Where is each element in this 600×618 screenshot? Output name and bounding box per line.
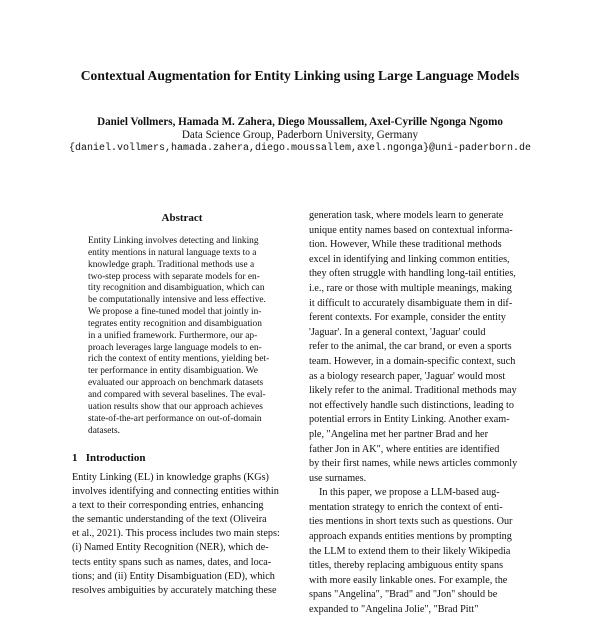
intro-line: (i) Named Entity Recognition (NER), which de- xyxy=(72,542,269,554)
abstract-line: knowledge graph. Traditional methods use a xyxy=(88,259,255,270)
abstract-line: entity mentions in natural language texts to a xyxy=(88,247,257,258)
abstract-line: tity recognition and disambiguation, which can xyxy=(88,283,265,294)
abstract-heading: Abstract xyxy=(161,212,203,224)
abstract-line: rich the context of entity mentions, yielding bet- xyxy=(88,354,270,365)
abstract-line: be computationally intensive and less effective. xyxy=(88,295,266,306)
body-line: approach expands entities mentions by prompting xyxy=(309,531,512,543)
body-line: spans "Angelina", "Brad" and "Jon" should be xyxy=(309,589,498,601)
paper-affiliation: Data Science Group, Paderborn University, Germany xyxy=(181,129,419,141)
section-title: Introduction xyxy=(85,452,146,464)
body-line: ple, "Angelina met her partner Brad and her xyxy=(309,428,488,440)
body-line: likely refer to the animal. Traditional methods may xyxy=(309,385,517,397)
section-number: 1 xyxy=(72,452,78,464)
body-line: not effectively handle such distinctions, leading to xyxy=(309,399,514,411)
abstract-line: Entity Linking involves detecting and linking xyxy=(88,236,259,246)
section-heading-introduction xyxy=(72,452,145,464)
body-line: mentation strategy to enrich the context of enti- xyxy=(309,501,503,513)
right-column-body xyxy=(309,209,531,618)
body-line: use surnames. xyxy=(309,472,367,484)
paper-title: Contextual Augmentation for Entity Linking using Large Language Models xyxy=(80,68,520,83)
body-line: excel in identifying and linking common entities, xyxy=(309,253,510,265)
intro-line: resolves ambiguities by accurately matching these xyxy=(72,584,277,596)
abstract-body xyxy=(88,236,276,437)
abstract-line: We propose a fine-tuned model that jointly in- xyxy=(88,307,262,318)
intro-line: tions; and (ii) Entity Disambiguation (ED), which xyxy=(72,570,275,582)
abstract-line: tegrates entity recognition and disambiguation xyxy=(88,318,262,329)
body-line: refer to the animal, the car brand, or even a sports xyxy=(309,341,512,353)
abstract-line: uation results show that our approach achieves xyxy=(88,401,263,412)
abstract-line: ter performance in entity disambiguation. We xyxy=(88,366,258,377)
intro-line: involves identifying and connecting entities within xyxy=(72,486,279,498)
body-line: generation task, where models learn to generate xyxy=(309,210,504,221)
abstract-line: in a unified framework. Furthermore, our ap- xyxy=(88,330,258,341)
body-line: titles, thereby replacing ambiguous entity spans xyxy=(309,560,504,572)
intro-line: et al., 2021). This process includes two main steps: xyxy=(72,528,280,540)
intro-line: tects entity spans such as names, dates, and loca- xyxy=(72,556,272,568)
intro-line: a text to their corresponding entries, enhancing xyxy=(72,500,264,512)
body-line: it difficult to accurately disambiguate them in dif- xyxy=(309,297,513,309)
abstract-line: state-of-the-art performance on out-of-domain xyxy=(88,413,262,424)
body-line: team. However, in a domain-specific context, such xyxy=(309,355,516,367)
abstract-line: and compared with several baselines. The eval- xyxy=(88,389,266,400)
body-line: ties mentions in short texts such as questions. Our xyxy=(309,516,513,528)
body-line: by their first names, while news articles commonly xyxy=(309,458,518,470)
introduction-body xyxy=(72,471,292,598)
body-line: In this paper, we propose a LLM-based aug- xyxy=(319,487,500,499)
body-line: unique entity names based on contextual informa- xyxy=(309,224,513,236)
paper-authors: Daniel Vollmers, Hamada M. Zahera, Diego Moussallem, Axel-Cyrille Ngonga Ngomo xyxy=(97,116,503,128)
body-line: expanded to "Angelina Jolie", "Brad Pitt" xyxy=(309,604,479,616)
body-line: tion. However, While these traditional methods xyxy=(309,239,502,251)
body-line: as a biology research paper, 'Jaguar' would most xyxy=(309,370,506,382)
body-line: 'Jaguar'. In a general context, 'Jaguar' could xyxy=(309,326,486,338)
abstract-line: two-step process with separate models for en- xyxy=(88,271,260,282)
body-line: i.e., rare or those with multiple meanings, making xyxy=(309,282,512,294)
abstract-line: evaluated our approach on benchmark datasets xyxy=(88,378,264,389)
intro-line: the semantic understanding of the text (Oliveira xyxy=(72,514,267,526)
body-line: they often struggle with handling long-tail entities, xyxy=(309,268,516,280)
body-line: potential errors in Entity Linking. Another exam- xyxy=(309,414,510,426)
paper-email: {daniel.vollmers,hamada.zahera,diego.moussallem,axel.ngonga}@uni-paderborn.de xyxy=(68,143,532,154)
abstract-line: proach leverages large language models to en- xyxy=(88,342,262,353)
body-line: ferent contexts. For example, consider the entity xyxy=(309,312,506,324)
abstract-line: datasets. xyxy=(88,425,121,436)
body-line: with more easily linkable ones. For example, the xyxy=(309,574,508,586)
body-line: father Jon in AK", where entities are identified xyxy=(309,443,500,455)
body-line: the LLM to extend them to their likely Wikipedia xyxy=(309,545,511,557)
intro-line: Entity Linking (EL) in knowledge graphs (KGs) xyxy=(72,472,269,483)
